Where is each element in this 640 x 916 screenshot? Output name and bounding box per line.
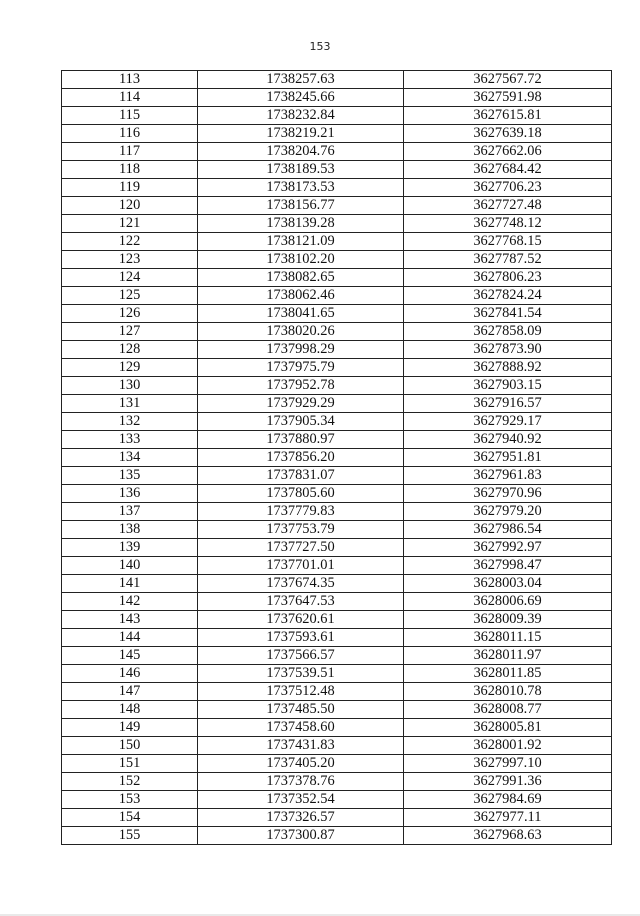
point-number-cell: 137 xyxy=(62,503,198,521)
table-row xyxy=(62,305,612,323)
point-number-cell: 115 xyxy=(62,107,198,125)
table-row xyxy=(62,701,612,719)
x-coordinate-cell: 1738082.65 xyxy=(198,269,404,287)
y-coordinate-cell: 3628011.97 xyxy=(404,647,612,665)
point-number-cell: 135 xyxy=(62,467,198,485)
y-coordinate-cell: 3627916.57 xyxy=(404,395,612,413)
table-row xyxy=(62,341,612,359)
x-coordinate-cell: 1738156.77 xyxy=(198,197,404,215)
x-coordinate-cell: 1737905.34 xyxy=(198,413,404,431)
y-coordinate-cell: 3627841.54 xyxy=(404,305,612,323)
table-row xyxy=(62,827,612,845)
point-number-cell: 139 xyxy=(62,539,198,557)
y-coordinate-cell: 3627951.81 xyxy=(404,449,612,467)
x-coordinate-cell: 1738232.84 xyxy=(198,107,404,125)
table-row xyxy=(62,737,612,755)
table-row xyxy=(62,593,612,611)
point-number-cell: 140 xyxy=(62,557,198,575)
y-coordinate-cell: 3627567.72 xyxy=(404,71,612,89)
x-coordinate-cell: 1738204.76 xyxy=(198,143,404,161)
x-coordinate-cell: 1737647.53 xyxy=(198,593,404,611)
x-coordinate-cell: 1738219.21 xyxy=(198,125,404,143)
table-row xyxy=(62,143,612,161)
point-number-cell: 134 xyxy=(62,449,198,467)
table-row xyxy=(62,89,612,107)
x-coordinate-cell: 1737431.83 xyxy=(198,737,404,755)
point-number-cell: 149 xyxy=(62,719,198,737)
point-number-cell: 147 xyxy=(62,683,198,701)
y-coordinate-cell: 3627727.48 xyxy=(404,197,612,215)
y-coordinate-cell: 3627787.52 xyxy=(404,251,612,269)
x-coordinate-cell: 1737458.60 xyxy=(198,719,404,737)
x-coordinate-cell: 1738102.20 xyxy=(198,251,404,269)
point-number-cell: 132 xyxy=(62,413,198,431)
x-coordinate-cell: 1737593.61 xyxy=(198,629,404,647)
table-row xyxy=(62,521,612,539)
table-row xyxy=(62,611,612,629)
y-coordinate-cell: 3627961.83 xyxy=(404,467,612,485)
point-number-cell: 129 xyxy=(62,359,198,377)
table-row xyxy=(62,485,612,503)
y-coordinate-cell: 3627806.23 xyxy=(404,269,612,287)
table-row xyxy=(62,467,612,485)
x-coordinate-cell: 1737727.50 xyxy=(198,539,404,557)
point-number-cell: 152 xyxy=(62,773,198,791)
point-number-cell: 121 xyxy=(62,215,198,233)
table-row xyxy=(62,683,612,701)
x-coordinate-cell: 1737753.79 xyxy=(198,521,404,539)
table-row xyxy=(62,665,612,683)
x-coordinate-cell: 1737880.97 xyxy=(198,431,404,449)
y-coordinate-cell: 3627684.42 xyxy=(404,161,612,179)
point-number-cell: 154 xyxy=(62,809,198,827)
table-row xyxy=(62,161,612,179)
x-coordinate-cell: 1737326.57 xyxy=(198,809,404,827)
point-number-cell: 144 xyxy=(62,629,198,647)
coordinates-table xyxy=(61,70,612,845)
y-coordinate-cell: 3628006.69 xyxy=(404,593,612,611)
x-coordinate-cell: 1737975.79 xyxy=(198,359,404,377)
y-coordinate-cell: 3628005.81 xyxy=(404,719,612,737)
y-coordinate-cell: 3628011.85 xyxy=(404,665,612,683)
point-number-cell: 123 xyxy=(62,251,198,269)
table-row xyxy=(62,71,612,89)
point-number-cell: 120 xyxy=(62,197,198,215)
x-coordinate-cell: 1737405.20 xyxy=(198,755,404,773)
coordinates-table-container xyxy=(61,70,611,845)
point-number-cell: 119 xyxy=(62,179,198,197)
point-number-cell: 150 xyxy=(62,737,198,755)
y-coordinate-cell: 3627873.90 xyxy=(404,341,612,359)
point-number-cell: 114 xyxy=(62,89,198,107)
table-row xyxy=(62,431,612,449)
y-coordinate-cell: 3627748.12 xyxy=(404,215,612,233)
x-coordinate-cell: 1738041.65 xyxy=(198,305,404,323)
y-coordinate-cell: 3628009.39 xyxy=(404,611,612,629)
table-row xyxy=(62,647,612,665)
y-coordinate-cell: 3628003.04 xyxy=(404,575,612,593)
point-number-cell: 122 xyxy=(62,233,198,251)
y-coordinate-cell: 3627768.15 xyxy=(404,233,612,251)
table-row xyxy=(62,269,612,287)
y-coordinate-cell: 3628011.15 xyxy=(404,629,612,647)
point-number-cell: 113 xyxy=(62,71,198,89)
x-coordinate-cell: 1738139.28 xyxy=(198,215,404,233)
x-coordinate-cell: 1737929.29 xyxy=(198,395,404,413)
table-row xyxy=(62,197,612,215)
x-coordinate-cell: 1737701.01 xyxy=(198,557,404,575)
table-row xyxy=(62,413,612,431)
x-coordinate-cell: 1737620.61 xyxy=(198,611,404,629)
table-row xyxy=(62,359,612,377)
point-number-cell: 136 xyxy=(62,485,198,503)
y-coordinate-cell: 3627929.17 xyxy=(404,413,612,431)
x-coordinate-cell: 1737831.07 xyxy=(198,467,404,485)
point-number-cell: 131 xyxy=(62,395,198,413)
y-coordinate-cell: 3627824.24 xyxy=(404,287,612,305)
table-row xyxy=(62,719,612,737)
y-coordinate-cell: 3627984.69 xyxy=(404,791,612,809)
point-number-cell: 133 xyxy=(62,431,198,449)
table-row xyxy=(62,323,612,341)
table-row xyxy=(62,809,612,827)
y-coordinate-cell: 3627997.10 xyxy=(404,755,612,773)
x-coordinate-cell: 1737674.35 xyxy=(198,575,404,593)
y-coordinate-cell: 3628008.77 xyxy=(404,701,612,719)
y-coordinate-cell: 3627706.23 xyxy=(404,179,612,197)
y-coordinate-cell: 3627662.06 xyxy=(404,143,612,161)
point-number-cell: 153 xyxy=(62,791,198,809)
point-number-cell: 145 xyxy=(62,647,198,665)
page-number: 153 xyxy=(309,40,331,53)
point-number-cell: 141 xyxy=(62,575,198,593)
point-number-cell: 118 xyxy=(62,161,198,179)
point-number-cell: 138 xyxy=(62,521,198,539)
point-number-cell: 116 xyxy=(62,125,198,143)
table-row xyxy=(62,503,612,521)
table-row xyxy=(62,539,612,557)
point-number-cell: 142 xyxy=(62,593,198,611)
point-number-cell: 128 xyxy=(62,341,198,359)
point-number-cell: 143 xyxy=(62,611,198,629)
point-number-cell: 151 xyxy=(62,755,198,773)
y-coordinate-cell: 3627615.81 xyxy=(404,107,612,125)
x-coordinate-cell: 1737998.29 xyxy=(198,341,404,359)
coordinates-table-body xyxy=(62,71,612,845)
table-row xyxy=(62,107,612,125)
y-coordinate-cell: 3627979.20 xyxy=(404,503,612,521)
table-row xyxy=(62,395,612,413)
x-coordinate-cell: 1737779.83 xyxy=(198,503,404,521)
y-coordinate-cell: 3627858.09 xyxy=(404,323,612,341)
y-coordinate-cell: 3628001.92 xyxy=(404,737,612,755)
point-number-cell: 148 xyxy=(62,701,198,719)
table-row xyxy=(62,179,612,197)
y-coordinate-cell: 3627591.98 xyxy=(404,89,612,107)
y-coordinate-cell: 3627998.47 xyxy=(404,557,612,575)
point-number-cell: 155 xyxy=(62,827,198,845)
x-coordinate-cell: 1737952.78 xyxy=(198,377,404,395)
x-coordinate-cell: 1737566.57 xyxy=(198,647,404,665)
x-coordinate-cell: 1738062.46 xyxy=(198,287,404,305)
table-row xyxy=(62,575,612,593)
x-coordinate-cell: 1738245.66 xyxy=(198,89,404,107)
x-coordinate-cell: 1738020.26 xyxy=(198,323,404,341)
x-coordinate-cell: 1738173.53 xyxy=(198,179,404,197)
point-number-cell: 130 xyxy=(62,377,198,395)
table-row xyxy=(62,233,612,251)
y-coordinate-cell: 3627970.96 xyxy=(404,485,612,503)
table-row xyxy=(62,377,612,395)
x-coordinate-cell: 1737378.76 xyxy=(198,773,404,791)
x-coordinate-cell: 1737512.48 xyxy=(198,683,404,701)
y-coordinate-cell: 3627903.15 xyxy=(404,377,612,395)
point-number-cell: 127 xyxy=(62,323,198,341)
x-coordinate-cell: 1737485.50 xyxy=(198,701,404,719)
point-number-cell: 117 xyxy=(62,143,198,161)
x-coordinate-cell: 1738257.63 xyxy=(198,71,404,89)
table-row xyxy=(62,215,612,233)
x-coordinate-cell: 1737539.51 xyxy=(198,665,404,683)
x-coordinate-cell: 1737300.87 xyxy=(198,827,404,845)
table-row xyxy=(62,629,612,647)
x-coordinate-cell: 1738121.09 xyxy=(198,233,404,251)
table-row xyxy=(62,449,612,467)
y-coordinate-cell: 3627991.36 xyxy=(404,773,612,791)
y-coordinate-cell: 3627639.18 xyxy=(404,125,612,143)
table-row xyxy=(62,251,612,269)
table-row xyxy=(62,557,612,575)
x-coordinate-cell: 1738189.53 xyxy=(198,161,404,179)
point-number-cell: 126 xyxy=(62,305,198,323)
y-coordinate-cell: 3627888.92 xyxy=(404,359,612,377)
point-number-cell: 146 xyxy=(62,665,198,683)
y-coordinate-cell: 3627977.11 xyxy=(404,809,612,827)
y-coordinate-cell: 3628010.78 xyxy=(404,683,612,701)
table-row xyxy=(62,773,612,791)
table-row xyxy=(62,287,612,305)
y-coordinate-cell: 3627986.54 xyxy=(404,521,612,539)
y-coordinate-cell: 3627940.92 xyxy=(404,431,612,449)
point-number-cell: 125 xyxy=(62,287,198,305)
x-coordinate-cell: 1737352.54 xyxy=(198,791,404,809)
table-row xyxy=(62,125,612,143)
y-coordinate-cell: 3627992.97 xyxy=(404,539,612,557)
point-number-cell: 124 xyxy=(62,269,198,287)
table-row xyxy=(62,791,612,809)
x-coordinate-cell: 1737805.60 xyxy=(198,485,404,503)
table-row xyxy=(62,755,612,773)
x-coordinate-cell: 1737856.20 xyxy=(198,449,404,467)
y-coordinate-cell: 3627968.63 xyxy=(404,827,612,845)
